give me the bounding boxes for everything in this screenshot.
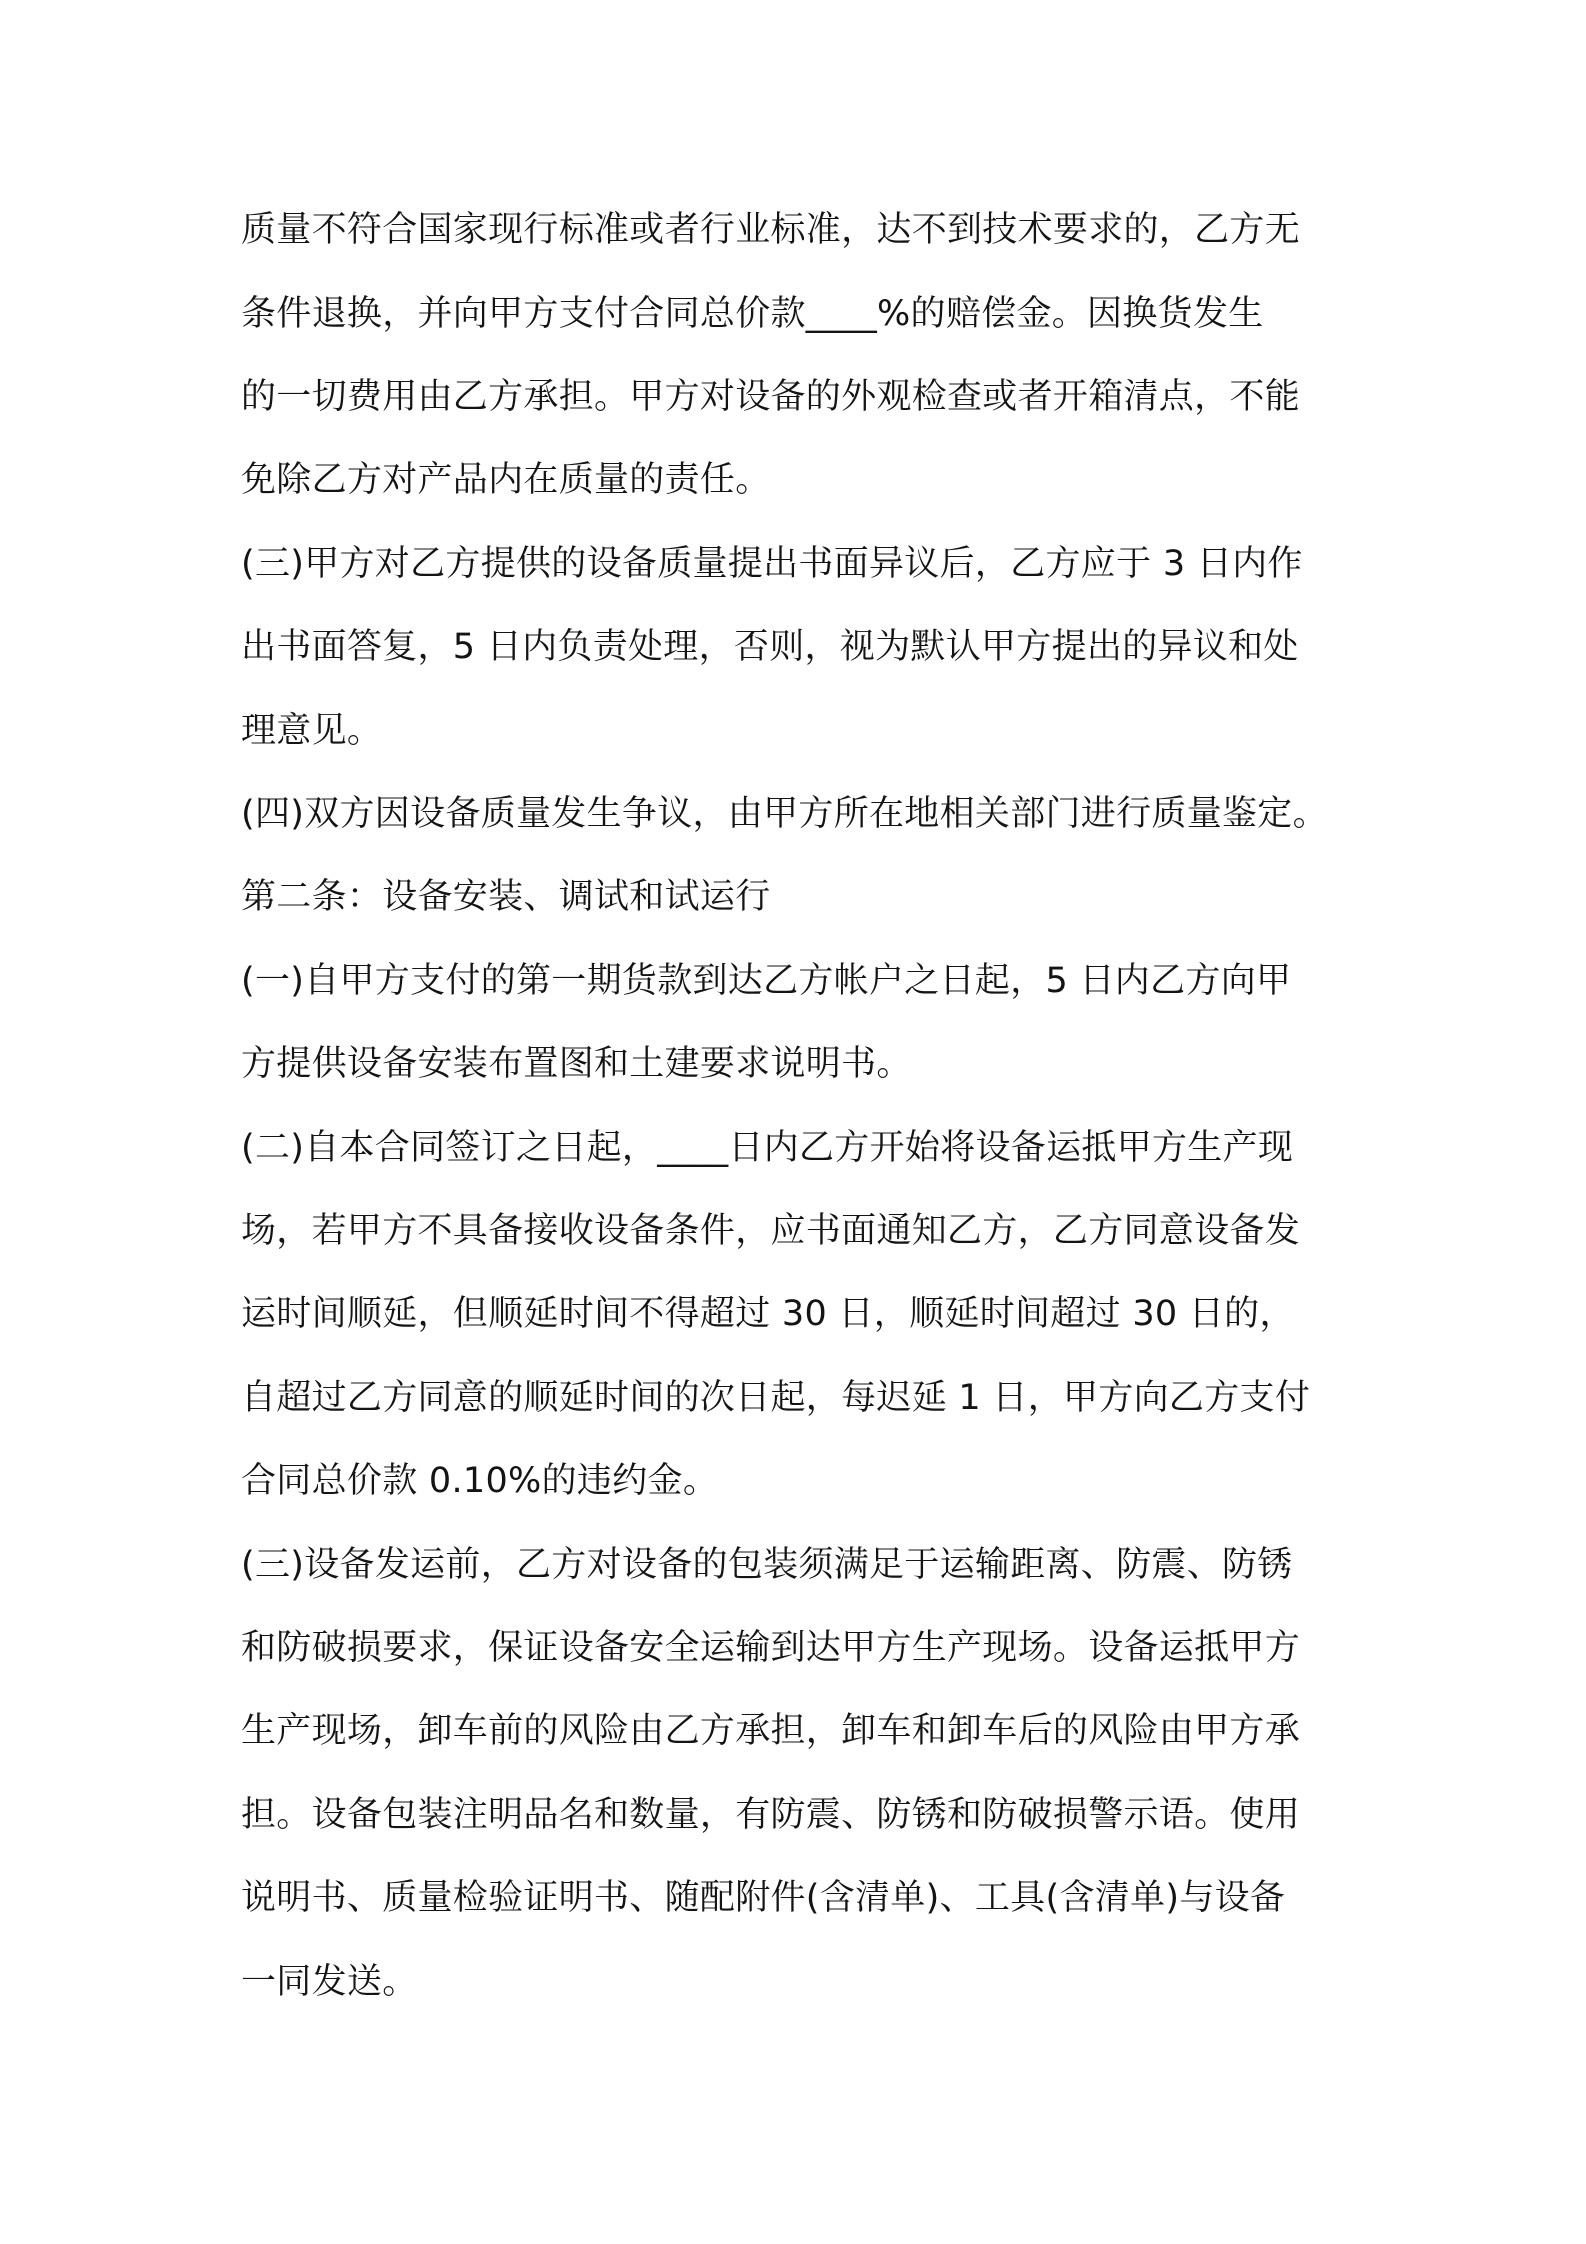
text-line: 的一切费用由乙方承担。甲方对设备的外观检查或者开箱清点，不能 bbox=[241, 377, 1301, 417]
text-line: 运时间顺延，但顺延时间不得超过 30 日，顺延时间超过 30 日的， bbox=[241, 1294, 1295, 1334]
text-line: 免除乙方对产品内在质量的责任。 bbox=[241, 460, 771, 500]
text-line: 质量不符合国家现行标准或者行业标准，达不到技术要求的，乙方无 bbox=[241, 210, 1301, 250]
text-line: (三)甲方对乙方提供的设备质量提出书面异议后，乙方应于 3 日内作 bbox=[241, 544, 1303, 584]
text-line: (一)自甲方支付的第一期货款到达乙方帐户之日起，5 日内乙方向甲 bbox=[241, 961, 1292, 1001]
text-line: (三)设备发运前，乙方对设备的包装须满足于运输距离、防震、防锈 bbox=[241, 1545, 1293, 1585]
section-heading: 第二条：设备安装、调试和试运行 bbox=[241, 877, 771, 917]
text-line: 理意见。 bbox=[241, 711, 383, 751]
text-line: 自超过乙方同意的顺延时间的次日起，每迟延 1 日，甲方向乙方支付 bbox=[241, 1378, 1311, 1418]
text-line: (二)自本合同签订之日起，____日内乙方开始将设备运抵甲方生产现 bbox=[241, 1128, 1294, 1168]
text-line: 合同总价款 0.10%的违约金。 bbox=[241, 1461, 719, 1501]
text-line: 说明书、质量检验证明书、随配附件(含清单)、工具(含清单)与设备 bbox=[241, 1878, 1286, 1918]
text-line: 生产现场，卸车前的风险由乙方承担，卸车和卸车后的风险由甲方承 bbox=[241, 1711, 1301, 1751]
text-line: (四)双方因设备质量发生争议，由甲方所在地相关部门进行质量鉴定。 bbox=[241, 794, 1328, 834]
text-line: 方提供设备安装布置图和土建要求说明书。 bbox=[241, 1044, 912, 1084]
text-line: 和防破损要求，保证设备安全运输到达甲方生产现场。设备运抵甲方 bbox=[241, 1628, 1301, 1668]
text-line: 担。设备包装注明品名和数量，有防震、防锈和防破损警示语。使用 bbox=[241, 1795, 1301, 1835]
text-line: 出书面答复，5 日内负责处理，否则，视为默认甲方提出的异议和处 bbox=[241, 627, 1299, 667]
text-line: 场，若甲方不具备接收设备条件，应书面通知乙方，乙方同意设备发 bbox=[241, 1211, 1301, 1251]
text-line: 一同发送。 bbox=[241, 1962, 418, 2002]
text-line: 条件退换，并向甲方支付合同总价款____%的赔偿金。因换货发生 bbox=[241, 294, 1264, 334]
